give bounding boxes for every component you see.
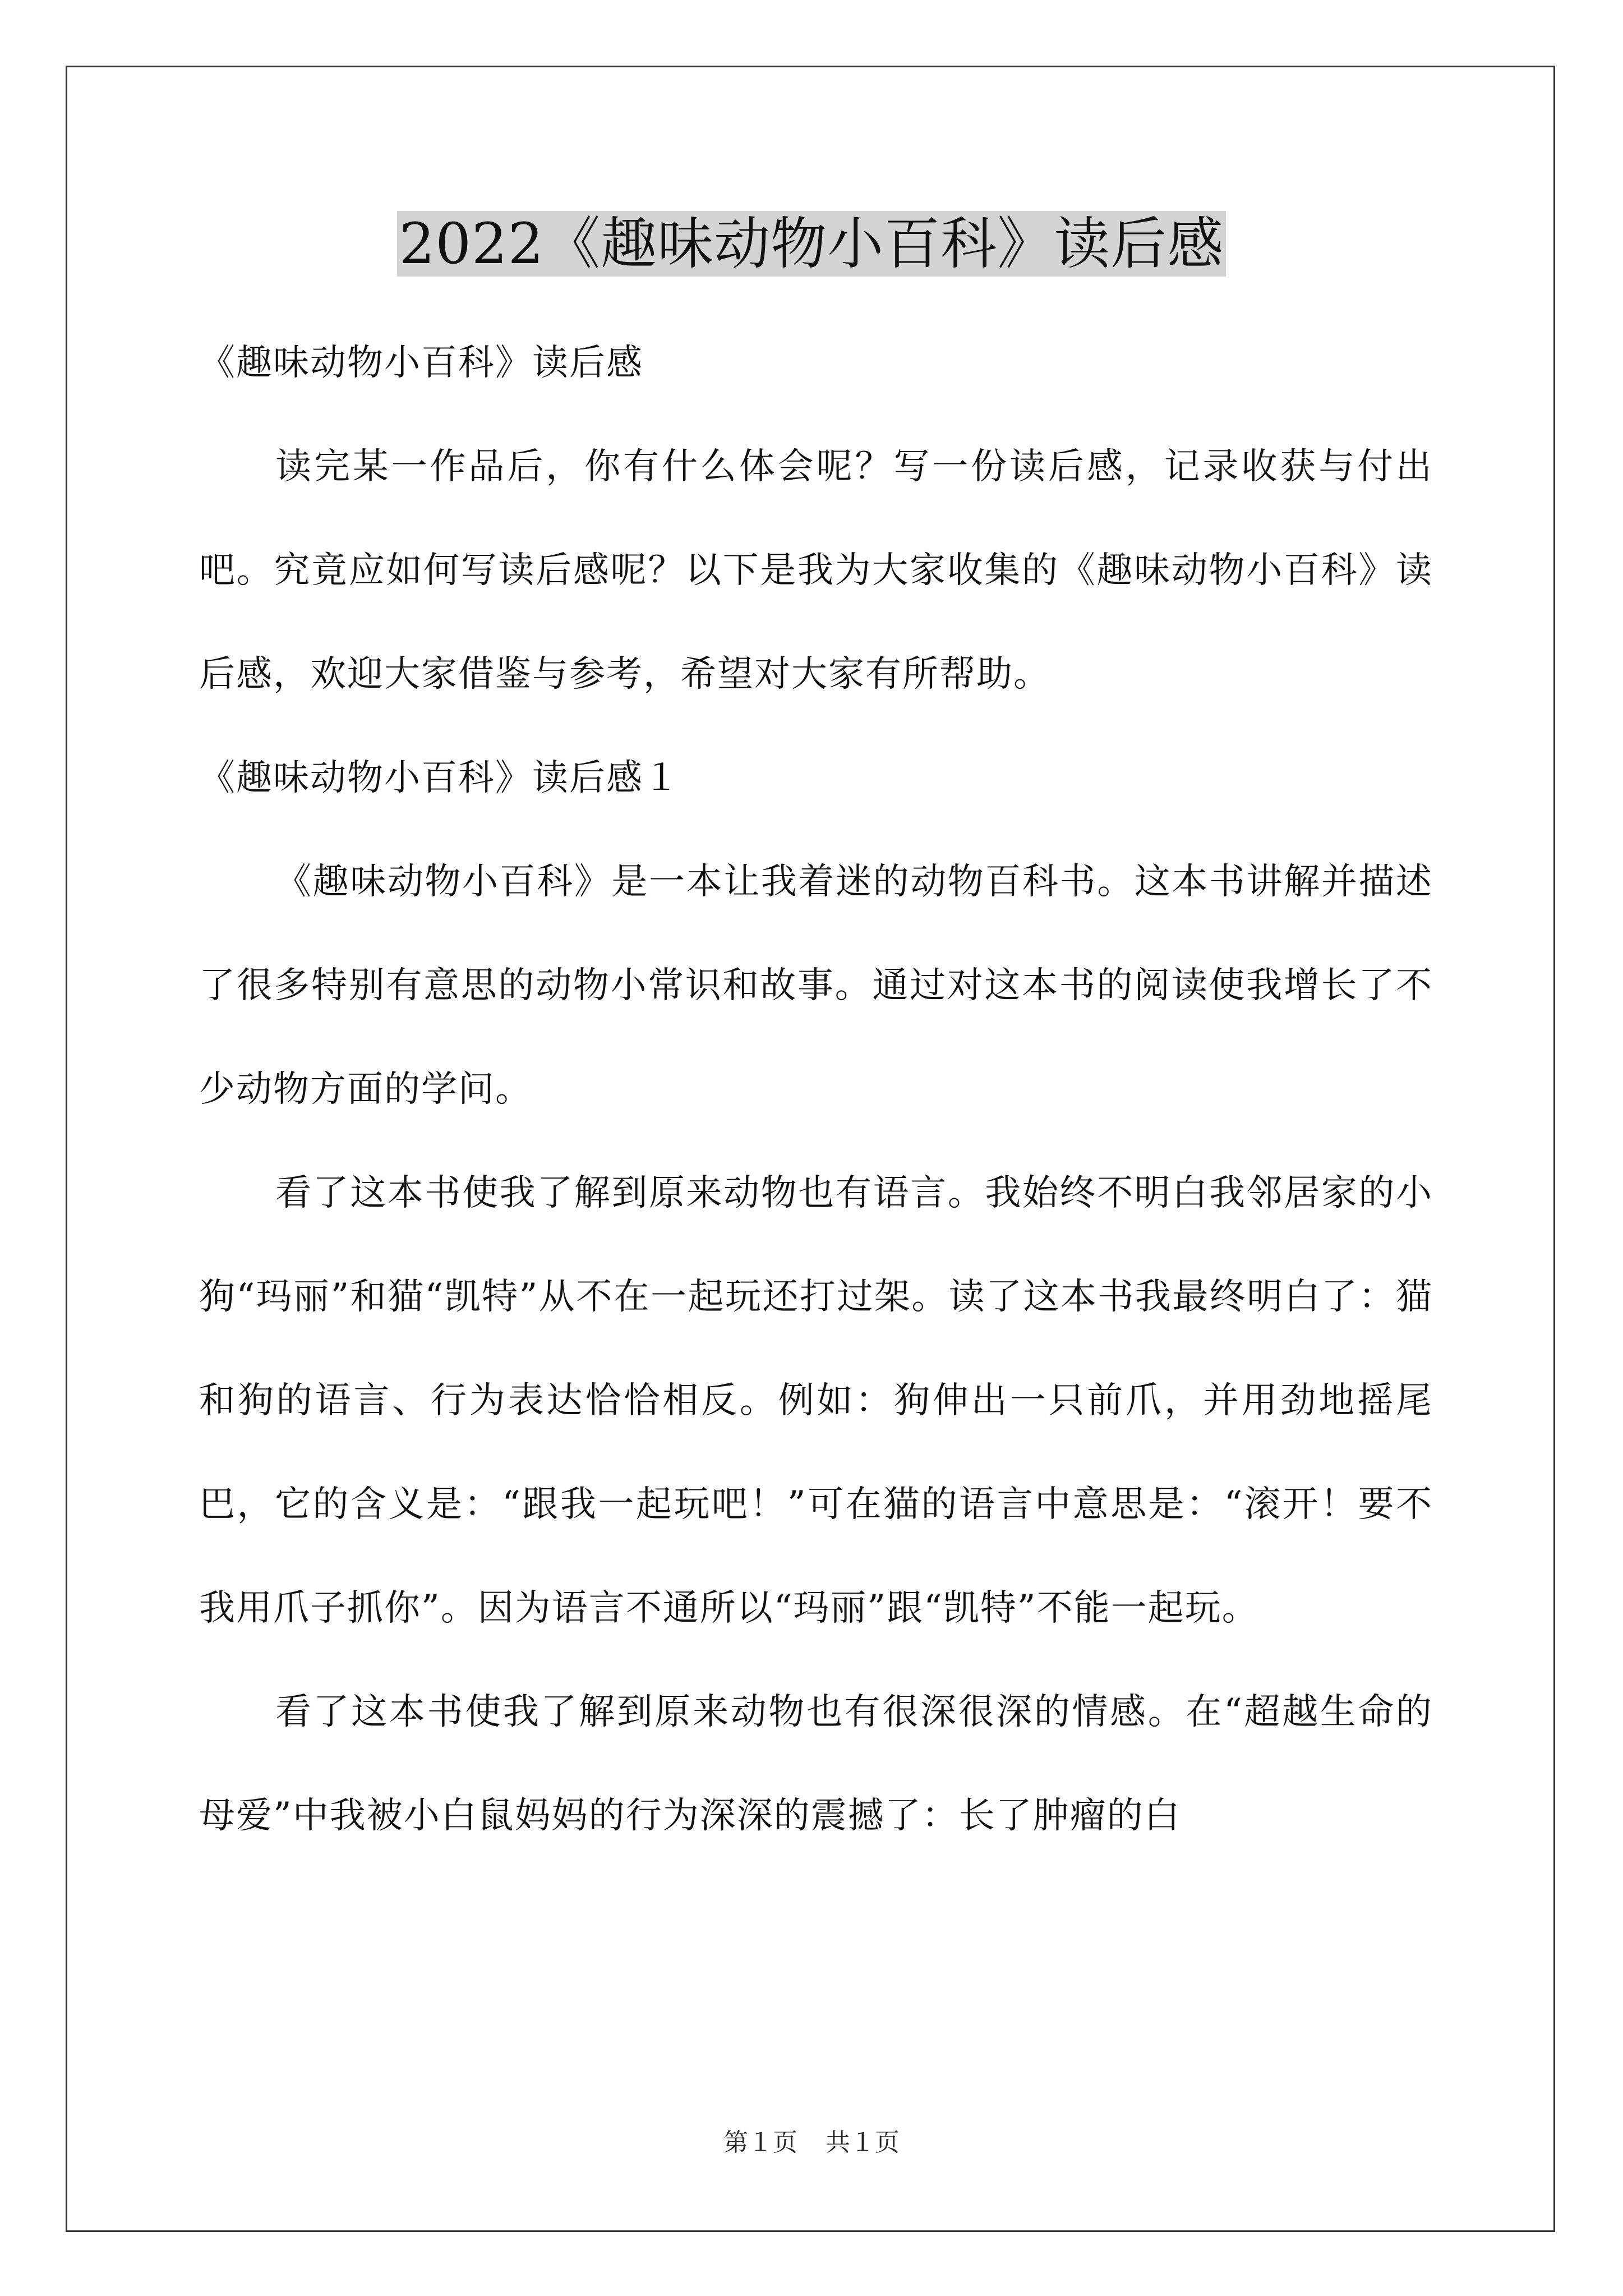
page-number: 第１页 [723,2128,797,2157]
body-paragraph-3: 看了这本书使我了解到原来动物也有很深很深的情感。在“超越生命的母爱”中我被小白鼠妈妈的行为深深的震撼了：长了肿瘤的白 [199,1691,1433,1837]
body-paragraph-1: 《趣味动物小百科》是一本让我着迷的动物百科书。这本书讲解并描述了很多特别有意思的动物小常识和故事。通过对这本书的阅读使我增长了不少动物方面的学问。 [199,861,1433,1110]
document-body [199,311,1433,1868]
document-title-text: 2022《趣味动物小百科》读后感 [397,211,1227,277]
document-title [0,202,1623,286]
page-total: 共１页 [826,2128,900,2157]
body-paragraph-2: 看了这本书使我了解到原来动物也有语言。我始终不明白我邻居家的小狗“玛丽”和猫“凯特”从不在一起玩还打过架。读了这本书我最终明白了：猫和狗的语言、行为表达恰恰相反。例如：狗伸出一只前爪，并用劲地摇尾巴，它的含义是：“跟我一起玩吧！”可在猫的语言中意思是：“滚开！要不我用爪子抓你”。因为语言不通所以“玛丽”跟“凯特”不能一起玩。 [199,1172,1433,1629]
document-subtitle: 《趣味动物小百科》读后感 [199,342,643,384]
section-heading: 《趣味动物小百科》读后感１ [199,757,680,799]
intro-paragraph: 读完某一作品后，你有什么体会呢？写一份读后感，记录收获与付出吧。究竟应如何写读后感呢？以下是我为大家收集的《趣味动物小百科》读后感，欢迎大家借鉴与参考，希望对大家有所帮助。 [199,446,1433,695]
page-footer [0,2126,1623,2160]
